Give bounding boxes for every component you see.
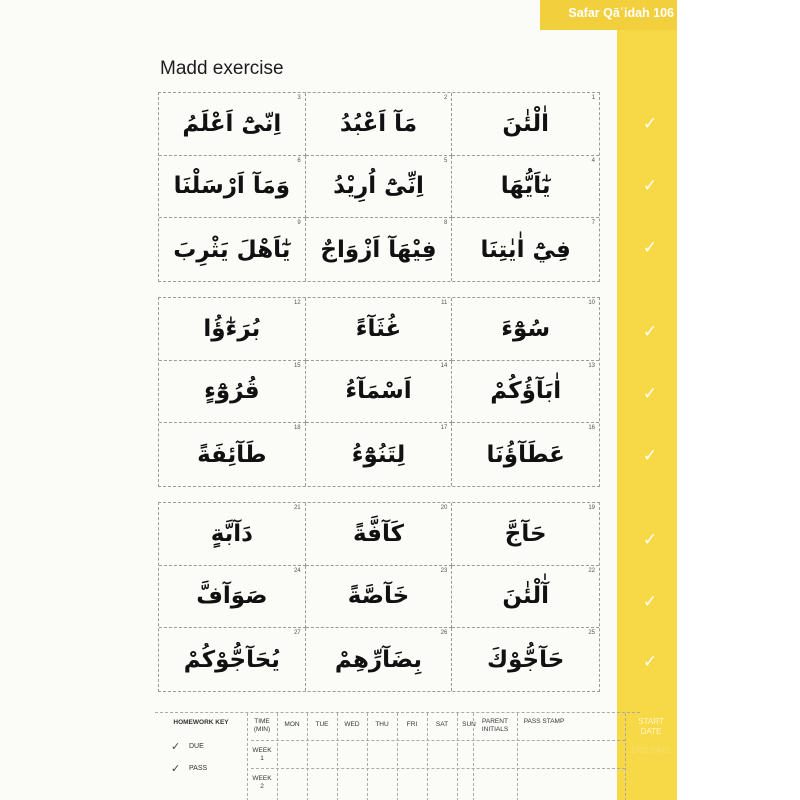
arabic-word: لِتَنُوْٓءُ bbox=[351, 441, 406, 468]
arabic-word: دَآبَّةٍ bbox=[210, 520, 253, 547]
day-tue: TUE bbox=[315, 721, 329, 728]
cell-number: 24 bbox=[293, 567, 301, 574]
exercise-cell bbox=[452, 156, 599, 219]
end-date-label: END DATE bbox=[631, 746, 671, 755]
time-header: TIME (MIN) bbox=[253, 718, 271, 733]
arabic-word: مَآ اَعْبُدُ bbox=[339, 110, 418, 137]
running-title: Safar Qāʿidah 106 bbox=[568, 6, 674, 20]
table-divider bbox=[307, 713, 308, 800]
cell-number: 12 bbox=[293, 300, 301, 306]
cell-number: 3 bbox=[297, 95, 301, 101]
arabic-word: صَوَآفَّ bbox=[196, 583, 268, 610]
arabic-word: يُحَآجُّوْكُمْ bbox=[183, 646, 280, 673]
exercise-cell bbox=[452, 566, 599, 629]
exercise-cell bbox=[159, 566, 306, 629]
exercise-cell bbox=[306, 93, 453, 156]
exercise-cell bbox=[306, 566, 453, 629]
cell-number: 25 bbox=[588, 630, 595, 637]
check-icon: ✓ bbox=[642, 530, 658, 550]
cell-number: 11 bbox=[441, 300, 448, 306]
cell-number: 16 bbox=[588, 425, 595, 432]
exercise-cell bbox=[452, 93, 599, 156]
parent-initials-header: PARENT INITIALS bbox=[481, 718, 509, 733]
table-divider bbox=[473, 713, 474, 800]
exercise-grid-3 bbox=[158, 502, 600, 692]
exercise-cell bbox=[159, 156, 306, 219]
exercise-cell bbox=[159, 423, 306, 486]
cell-number: 27 bbox=[293, 630, 301, 637]
table-divider bbox=[517, 713, 518, 800]
cell-number: 19 bbox=[588, 505, 595, 511]
arabic-word: اَسْمَآءُ bbox=[345, 378, 412, 405]
check-icon: ✓ bbox=[642, 446, 658, 466]
exercise-cell bbox=[159, 503, 306, 566]
check-icon: ✓ bbox=[642, 322, 658, 342]
table-divider bbox=[427, 713, 428, 800]
cell-number: 6 bbox=[297, 157, 301, 164]
exercise-grid-1 bbox=[158, 92, 600, 282]
check-icon: ✓ bbox=[171, 763, 181, 775]
cell-number: 23 bbox=[440, 567, 448, 574]
check-icon: ✓ bbox=[642, 652, 658, 672]
cell-number: 8 bbox=[443, 220, 448, 227]
cell-number: 13 bbox=[588, 362, 595, 369]
cell-number: 2 bbox=[443, 95, 448, 101]
check-icon: ✓ bbox=[171, 741, 181, 753]
exercise-cell bbox=[452, 218, 599, 281]
arabic-word: قُرُوْٓءٍ bbox=[204, 378, 260, 405]
check-icon: ✓ bbox=[642, 592, 658, 612]
arabic-word: غُثَآءً bbox=[355, 315, 402, 342]
table-divider bbox=[397, 713, 398, 800]
table-divider bbox=[247, 713, 248, 800]
homework-key-title: HOMEWORK KEY bbox=[173, 719, 229, 726]
cell-number: 1 bbox=[591, 95, 595, 101]
exercise-cell bbox=[159, 628, 306, 691]
exercise-cell bbox=[452, 361, 599, 424]
table-divider bbox=[337, 713, 338, 800]
arabic-word: حَآجُّوْكَ bbox=[487, 646, 565, 673]
table-row-line bbox=[251, 740, 625, 741]
arabic-word: اِنّیْٓ اَعْلَمُ bbox=[182, 110, 282, 137]
arabic-word: يٰٓاَيُّهَا bbox=[500, 173, 551, 200]
exercise-cell bbox=[452, 298, 599, 361]
arabic-word: طَآئِفَةً bbox=[197, 441, 267, 468]
arabic-word: كَآفَّةً bbox=[352, 520, 404, 547]
arabic-word: سُوْٓءَ bbox=[501, 315, 551, 342]
table-divider bbox=[625, 713, 626, 800]
arabic-word: فِيْٓ اٰيٰتِنَا bbox=[480, 236, 571, 263]
exercise-cell bbox=[159, 361, 306, 424]
page-title: Madd exercise bbox=[160, 58, 284, 79]
exercise-cell bbox=[159, 298, 306, 361]
table-divider bbox=[277, 713, 278, 800]
cell-number: 18 bbox=[293, 425, 301, 432]
exercise-cell bbox=[159, 218, 306, 281]
arabic-word: خَآصَّةً bbox=[347, 583, 410, 610]
cell-number: 15 bbox=[293, 362, 301, 369]
arabic-word: اٰلْئٰنَ bbox=[502, 110, 549, 137]
arabic-word: فِيْهَآ اَزْوَاجٌ bbox=[320, 236, 437, 263]
arabic-word: حَآجَّ bbox=[504, 520, 547, 547]
table-divider bbox=[457, 713, 458, 800]
key-due-label: DUE bbox=[189, 743, 204, 750]
arabic-word: وَمَآ اَرْسَلْنَا bbox=[173, 173, 290, 200]
arabic-word: يٰٓاَهْلَ يَثْرِبَ bbox=[173, 236, 291, 263]
week-2-label: WEEK 2 bbox=[252, 775, 272, 790]
week-1-label: WEEK 1 bbox=[252, 747, 272, 762]
exercise-cell bbox=[306, 218, 453, 281]
exercise-cell bbox=[306, 298, 453, 361]
cell-number: 10 bbox=[588, 300, 595, 306]
cell-number: 4 bbox=[591, 157, 595, 164]
arabic-word: آٰلْئٰنَ bbox=[502, 583, 549, 610]
exercise-cell bbox=[452, 423, 599, 486]
key-pass-label: PASS bbox=[189, 765, 208, 772]
cell-number: 22 bbox=[588, 567, 595, 574]
arabic-word: اِنِّیْٓ اُرِیْدُ bbox=[333, 173, 424, 200]
cell-number: 26 bbox=[440, 630, 448, 637]
check-icon: ✓ bbox=[642, 176, 658, 196]
pass-stamp-header: PASS STAMP bbox=[523, 718, 565, 725]
page-margin bbox=[677, 0, 800, 800]
cell-number: 7 bbox=[591, 220, 595, 227]
exercise-cell bbox=[159, 93, 306, 156]
day-thu: THU bbox=[375, 721, 389, 728]
homework-table bbox=[155, 712, 640, 800]
check-icon: ✓ bbox=[642, 238, 658, 258]
day-wed: WED bbox=[344, 721, 360, 728]
cell-number: 21 bbox=[293, 505, 301, 511]
cell-number: 17 bbox=[440, 425, 448, 432]
exercise-cell bbox=[306, 423, 453, 486]
exercise-cell bbox=[452, 503, 599, 566]
start-date-label: START DATE bbox=[638, 717, 664, 736]
arabic-word: اٰبَآؤُكُمْ bbox=[490, 378, 562, 405]
check-icon: ✓ bbox=[642, 384, 658, 404]
exercise-cell bbox=[306, 156, 453, 219]
exercise-cell bbox=[306, 503, 453, 566]
exercise-cell bbox=[306, 628, 453, 691]
cell-number: 14 bbox=[440, 362, 448, 369]
table-row-line bbox=[251, 768, 625, 769]
arabic-word: عَطَآؤُنَا bbox=[486, 441, 565, 468]
check-icon: ✓ bbox=[642, 114, 658, 134]
arabic-word: بِضَآرِّهِمْ bbox=[334, 646, 423, 673]
exercise-cell bbox=[452, 628, 599, 691]
table-divider bbox=[367, 713, 368, 800]
cell-number: 20 bbox=[440, 505, 448, 511]
exercise-cell bbox=[306, 361, 453, 424]
day-mon: MON bbox=[284, 721, 300, 728]
day-sun: SUN bbox=[462, 721, 476, 728]
cell-number: 5 bbox=[443, 157, 448, 164]
day-fri: FRI bbox=[406, 721, 418, 728]
day-sat: SAT bbox=[435, 721, 449, 728]
cell-number: 9 bbox=[297, 220, 301, 227]
exercise-grid-2 bbox=[158, 297, 600, 487]
arabic-word: بُرَءٰٓؤُا bbox=[203, 315, 261, 342]
